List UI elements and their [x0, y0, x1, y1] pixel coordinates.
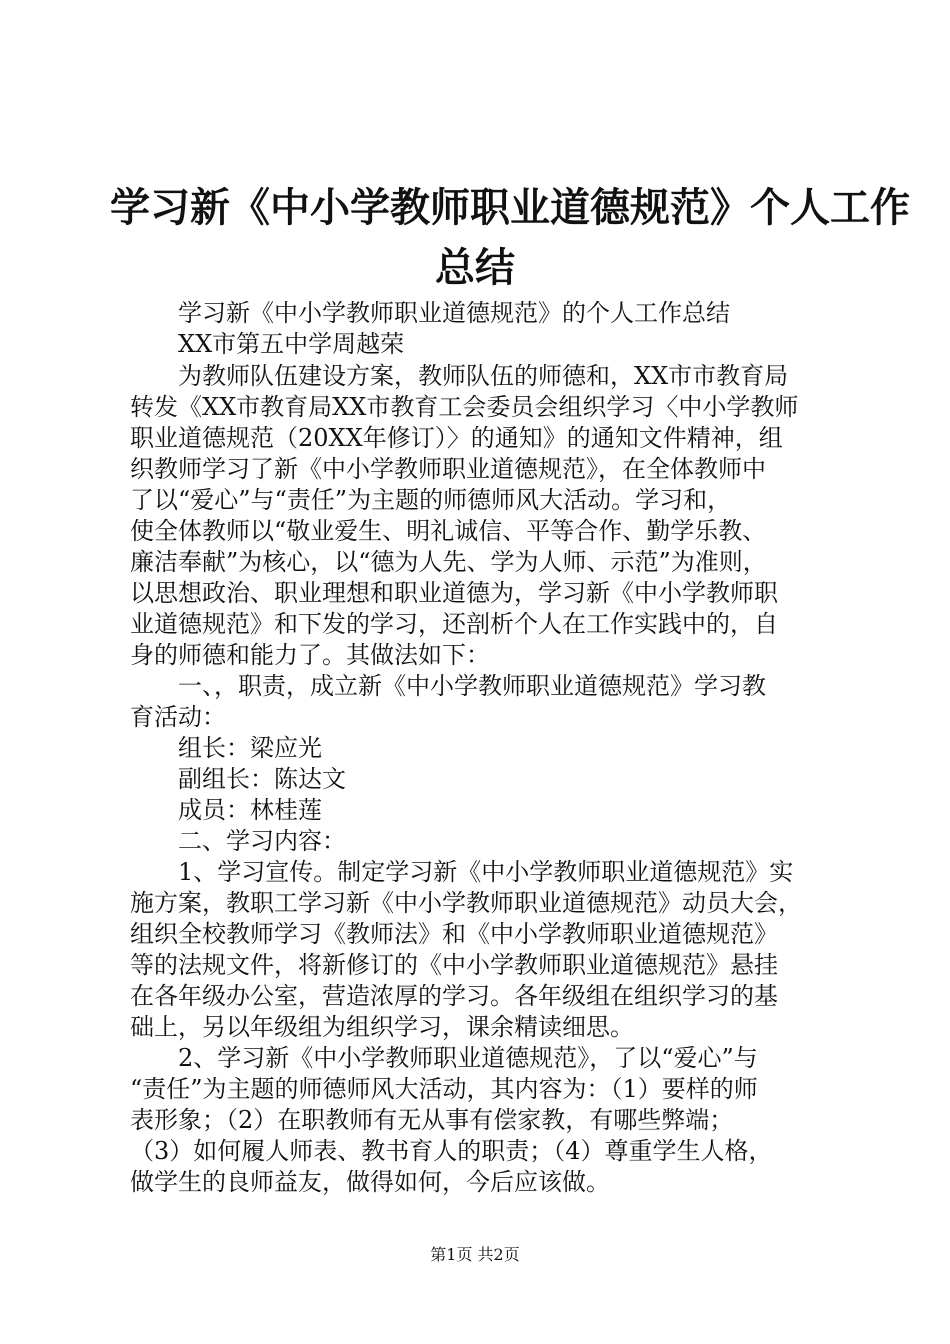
paragraph-line: 为教师队伍建设方案，教师队伍的师德和，XX市市教育局: [178, 362, 789, 390]
document-title-line-2: 总结: [435, 244, 515, 291]
paragraph-line: 础上，另以年级组为组织学习，课余精读细思。: [130, 1013, 634, 1041]
paragraph-line: 织教师学习了新《中小学教师职业道德规范》，在全体教师中: [130, 455, 766, 483]
doc-author: XX市第五中学周越荣: [178, 330, 405, 358]
paragraph-line: 组织全校教师学习《教师法》和《中小学教师职业道德规范》: [130, 920, 778, 948]
doc-subtitle: 学习新《中小学教师职业道德规范》的个人工作总结: [178, 299, 730, 327]
paragraph-line: 身的师德和能力了。其做法如下：: [130, 641, 490, 669]
paragraph-line: 转发《XX市教育局XX市教育工会委员会组织学习〈中小学教师: [130, 393, 799, 421]
document-title-line-1: 学习新《中小学教师职业道德规范》个人工作: [110, 184, 910, 231]
paragraph-line: 育活动：: [130, 703, 226, 731]
paragraph-line: “责任”为主题的师德师风大活动，其内容为：（1）要样的师: [130, 1075, 758, 1103]
group-member: 成员：林桂莲: [178, 796, 322, 824]
paragraph-line: 廉洁奉献”为核心，以“德为人先、学为人师、示范”为准则，: [130, 548, 767, 576]
paragraph-line: 使全体教师以“敬业爱生、明礼诚信、平等合作、勤学乐教、: [130, 517, 767, 545]
group-deputy: 副组长：陈达文: [178, 765, 346, 793]
paragraph-line: 职业道德规范（20XX年修订）〉的通知》的通知文件精神，组: [130, 424, 783, 452]
paragraph-line: 等的法规文件，将新修订的《中小学教师职业道德规范》悬挂: [130, 951, 778, 979]
section-heading: 二、学习内容：: [178, 827, 346, 855]
paragraph-line: 在各年级办公室，营造浓厚的学习。各年级组在组织学习的基: [130, 982, 778, 1010]
paragraph-line: 了以“爱心”与“责任”为主题的师德师风大活动。学习和，: [130, 486, 732, 514]
paragraph-line: （3）如何履人师表、教书育人的职责；（4）尊重学生人格，: [130, 1137, 773, 1165]
paragraph-line: 1、学习宣传。制定学习新《中小学教师职业道德规范》实: [178, 858, 794, 886]
paragraph-line: 施方案，教职工学习新《中小学教师职业道德规范》动员大会，: [130, 889, 802, 917]
section-heading: 一、，职责，成立新《中小学教师职业道德规范》学习教: [178, 672, 766, 700]
paragraph-line: 2、学习新《中小学教师职业道德规范》，了以“爱心”与: [178, 1044, 758, 1072]
paragraph-line: 以思想政治、职业理想和职业道德为，学习新《中小学教师职: [130, 579, 778, 607]
group-leader: 组长：梁应光: [178, 734, 322, 762]
paragraph-line: 做学生的良师益友，做得如何，今后应该做。: [130, 1168, 610, 1196]
page-footer: 第1页 共2页: [430, 1245, 520, 1264]
paragraph-line: 表形象；（2）在职教师有无从事有偿家教，有哪些弊端；: [130, 1106, 734, 1134]
paragraph-line: 业道德规范》和下发的学习，还剖析个人在工作实践中的，自: [130, 610, 778, 638]
